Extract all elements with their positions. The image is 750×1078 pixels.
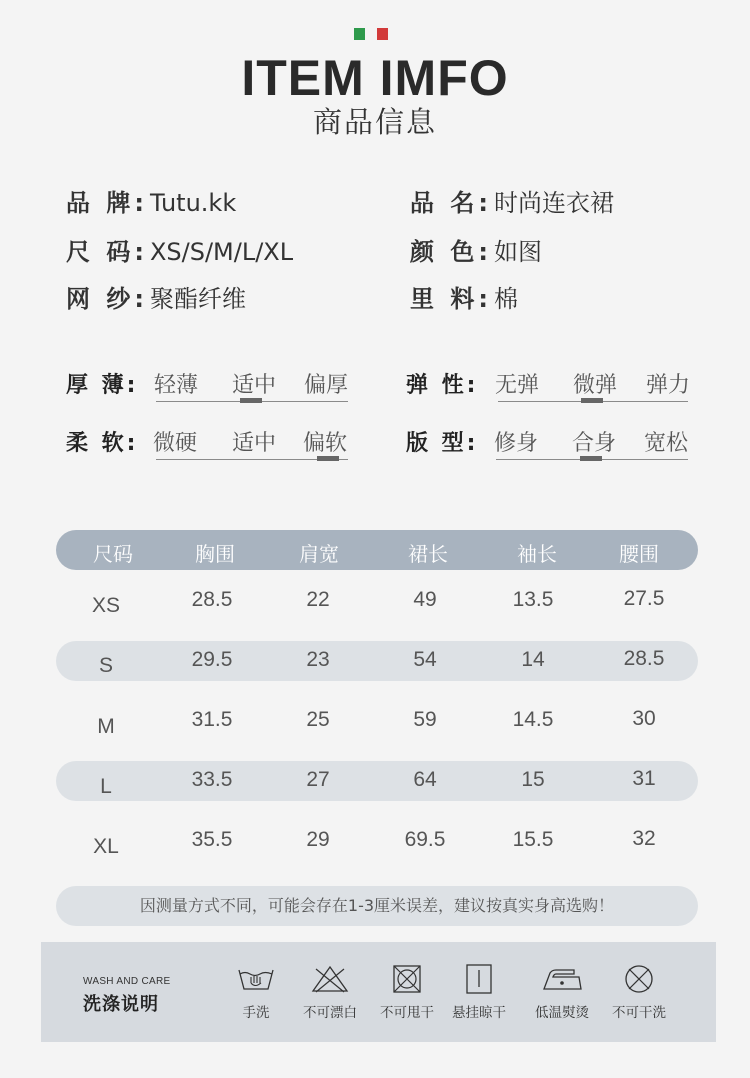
table-cell-size: M: [97, 715, 115, 738]
care-item: [439, 964, 519, 1021]
care-item: [216, 964, 296, 1021]
color-label: 颜 色:: [410, 238, 492, 266]
page-title-cn: 商品信息: [312, 105, 437, 139]
table-cell: 15.5: [512, 828, 554, 851]
table-cell: 69.5: [404, 828, 446, 851]
fit-option: 宽松: [644, 431, 689, 456]
care-label: 手洗: [242, 1005, 270, 1021]
mesh-value: 聚酯纤维: [149, 285, 246, 313]
name-value: 时尚连衣裙: [493, 189, 614, 217]
table-cell: 49: [413, 588, 437, 611]
elasticity-label: 弹 性:: [406, 373, 479, 398]
elasticity-scale: [406, 366, 696, 406]
table-header-cell: 腰围: [619, 542, 659, 566]
table-cell: 64: [413, 768, 437, 791]
no-bleach-icon: [310, 964, 350, 994]
table-header-cell: 尺码: [93, 542, 133, 566]
color-value: 如图: [493, 238, 542, 266]
brand-label: 品 牌:: [66, 189, 148, 217]
table-cell: 28.5: [623, 647, 665, 670]
care-label: 不可甩干: [380, 1005, 434, 1021]
no-dry-clean-icon: [619, 964, 659, 994]
softness-scale: [66, 424, 356, 464]
table-cell-size: XL: [93, 835, 119, 858]
fit-option: 合身: [572, 431, 617, 456]
table-cell-size: S: [98, 654, 113, 677]
softness-option: 偏软: [303, 431, 348, 456]
size-info: [66, 237, 293, 267]
table-cell: 35.5: [191, 828, 233, 851]
fit-scale: [406, 424, 696, 464]
softness-option: 适中: [232, 431, 277, 456]
mesh-label: 网 纱:: [66, 285, 148, 313]
table-cell: 30: [632, 707, 656, 730]
care-item: [522, 964, 602, 1021]
table-cell-size: XS: [91, 594, 120, 617]
size-value: XS/S/M/L/XL: [149, 238, 294, 266]
thickness-scale: [66, 366, 356, 406]
table-cell: 27: [306, 768, 330, 791]
color-info: [410, 237, 542, 267]
softness-option: 微硬: [153, 431, 198, 456]
table-cell: 33.5: [191, 768, 233, 791]
table-header-cell: 裙长: [408, 542, 448, 566]
wash-care-panel: [41, 942, 716, 1042]
lining-value: 棉: [493, 285, 518, 313]
measurement-note: 因测量方式不同，可能会存在1-3厘米误差，建议按真实身高选购！: [56, 886, 698, 926]
care-item: [599, 964, 679, 1021]
table-cell: 15: [521, 768, 545, 791]
brand-value: Tutu.kk: [149, 189, 237, 217]
elasticity-option: 弹力: [646, 373, 691, 398]
thickness-label: 厚 薄:: [66, 373, 139, 398]
elasticity-marker: [581, 398, 603, 403]
thickness-option: 偏厚: [304, 373, 349, 398]
table-cell: 31: [632, 767, 656, 790]
table-header-cell: 肩宽: [299, 542, 339, 566]
name-label: 品 名:: [410, 189, 492, 217]
wash-care-title-cn: 洗涤说明: [83, 994, 159, 1015]
care-label: 悬挂晾干: [452, 1005, 506, 1021]
brand-info: [66, 188, 236, 218]
table-header-cell: 胸围: [195, 542, 235, 566]
table-cell-size: L: [100, 775, 112, 798]
lining-label: 里 料:: [410, 285, 492, 313]
mesh-info: [66, 284, 246, 314]
care-label: 不可干洗: [612, 1005, 666, 1021]
name-info: [410, 188, 614, 218]
thickness-option: 轻薄: [154, 373, 199, 398]
table-cell: 31.5: [191, 708, 233, 731]
table-cell: 59: [413, 708, 437, 731]
italy-flag: [354, 28, 388, 40]
thickness-marker: [240, 398, 262, 403]
softness-label: 柔 软:: [66, 431, 139, 456]
lining-info: [410, 284, 518, 314]
page-title-en: ITEM IMFO: [241, 50, 509, 106]
table-cell: 28.5: [191, 588, 233, 611]
table-cell: 29.5: [191, 648, 233, 671]
hand-wash-icon: [236, 964, 276, 994]
table-cell: 32: [632, 827, 656, 850]
table-cell: 23: [306, 648, 330, 671]
line-dry-icon: [459, 964, 499, 994]
care-label: 低温熨烫: [535, 1005, 589, 1021]
elasticity-option: 微弹: [573, 373, 618, 398]
table-cell: 13.5: [512, 588, 554, 611]
table-cell: 22: [306, 588, 330, 611]
fit-label: 版 型:: [406, 431, 479, 456]
wash-care-title-en: WASH AND CARE: [83, 976, 171, 987]
table-cell: 54: [413, 648, 437, 671]
thickness-option: 适中: [232, 373, 277, 398]
fit-option: 修身: [494, 431, 539, 456]
table-header-cell: 袖长: [517, 542, 557, 566]
softness-marker: [317, 456, 339, 461]
fit-marker: [580, 456, 602, 461]
care-label: 不可漂白: [303, 1005, 357, 1021]
table-cell: 14: [521, 648, 545, 671]
care-item: [367, 964, 447, 1021]
care-item: [290, 964, 370, 1021]
size-label: 尺 码:: [66, 238, 148, 266]
elasticity-option: 无弹: [495, 373, 540, 398]
low-iron-icon: [540, 964, 584, 994]
table-cell: 25: [306, 708, 330, 731]
table-cell: 27.5: [623, 587, 665, 610]
no-tumble-dry-icon: [387, 964, 427, 994]
table-cell: 14.5: [512, 708, 554, 731]
table-cell: 29: [306, 828, 330, 851]
